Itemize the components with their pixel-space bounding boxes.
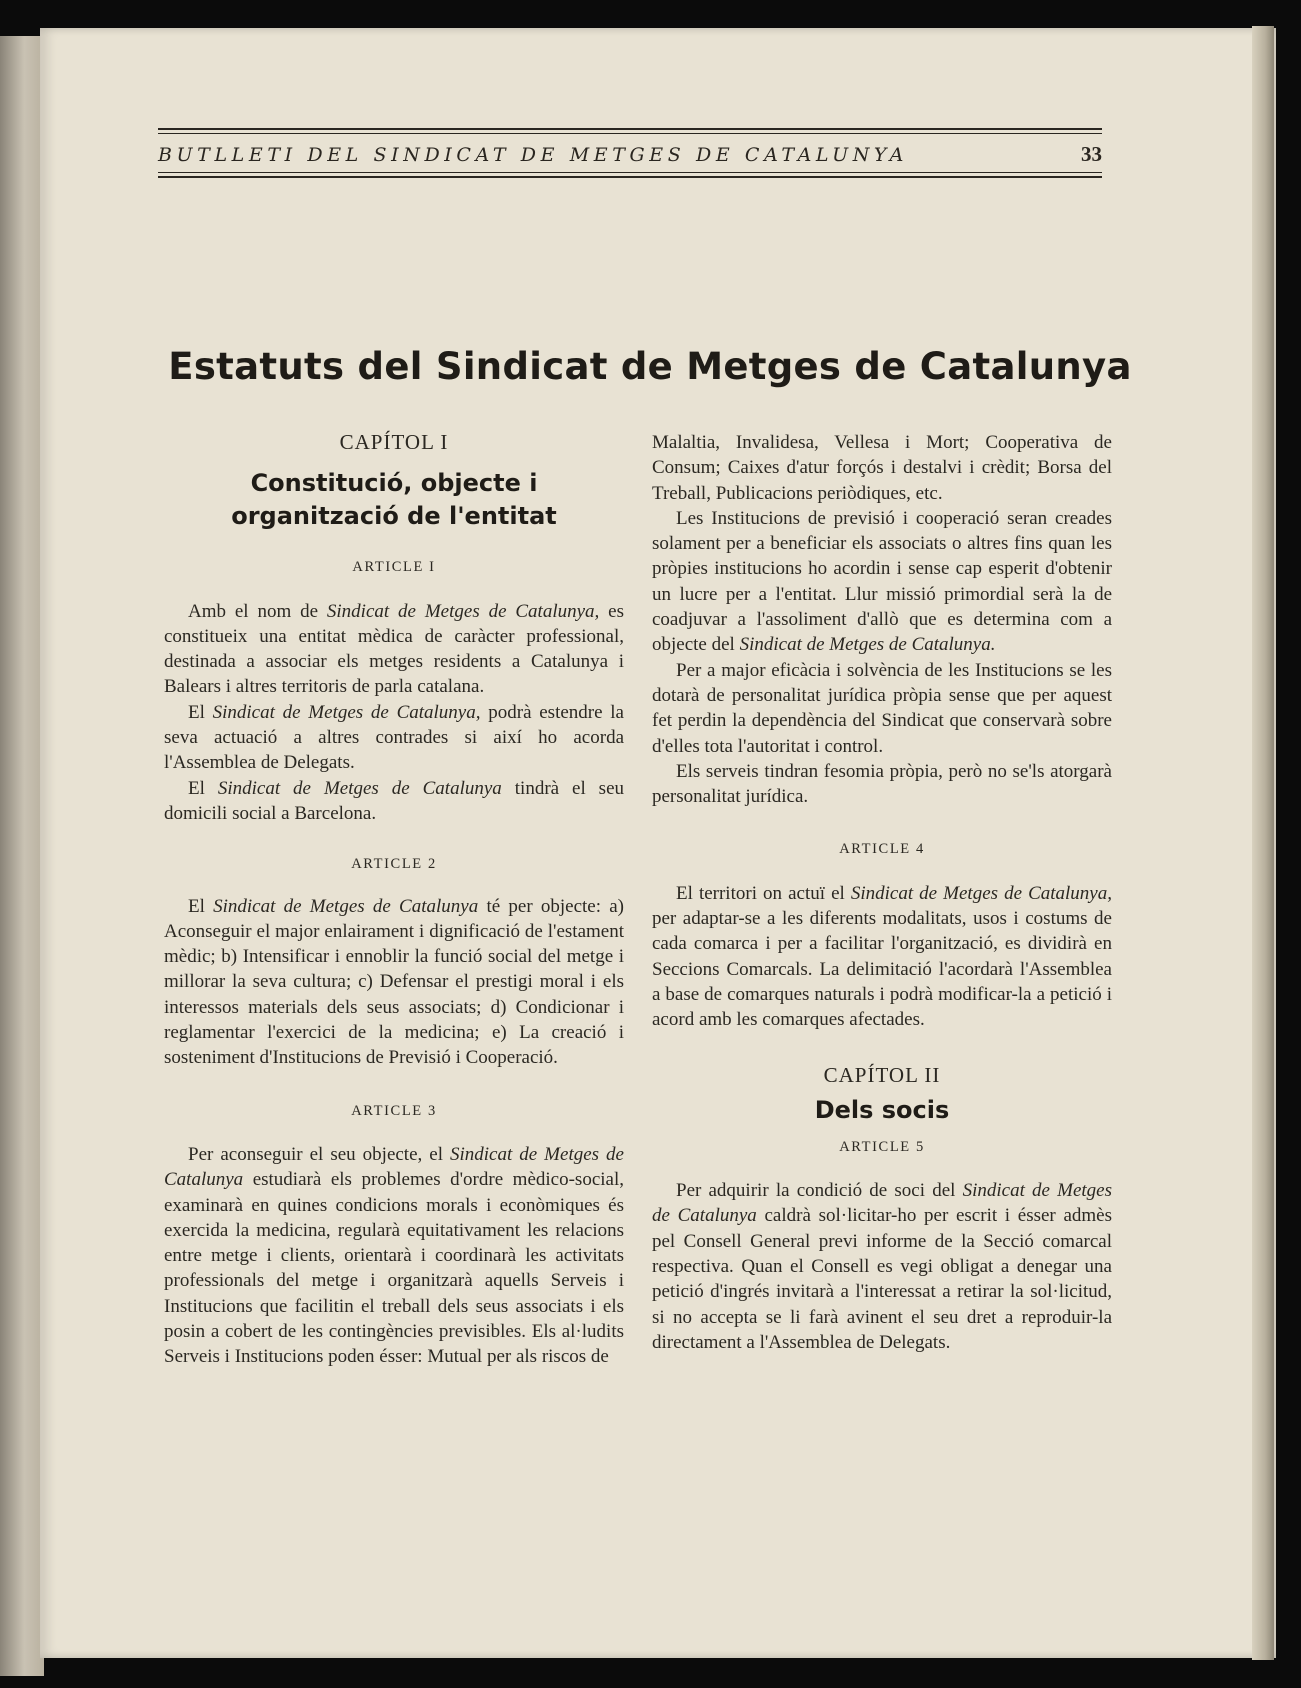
header-rule-bottom: [158, 176, 1102, 178]
text-span: El territori on actuï el: [676, 882, 851, 904]
article-3-paragraph-3: Per a major eficàcia i solvència de les Institucions se les dotarà de personalitat jurídica pròpia sense que per aquest fet perdin la dependència del Sindicat que conservarà sobre d'elles tota l'autoritat i control.: [652, 659, 1112, 757]
article-3-paragraph-1: [164, 1142, 624, 1370]
document-title: Estatuts del Sindicat de Metges de Catalunya: [168, 345, 1132, 388]
text-span: estudiarà els problemes d'ordre mèdico-social, examinarà en quines condicions morals i econòmiques és exercida la medicina, regularà equitativament les relacions entre metge i clients, orientarà i coordinarà les activitats professionals del metge i organitzarà aquells Serveis i Institucions que facilitin el treball dels seus associats i els posin a cobert de les contingències previsibles. Els al·ludits Serveis i Institucions poden ésser: Mutual per als riscos de: [164, 1169, 624, 1368]
article-1-paragraph-3: [164, 776, 624, 827]
article-5-label: ARTICLE 5: [839, 1138, 925, 1155]
text-span: Per adquirir la condició de soci del: [676, 1180, 963, 1202]
article-1-paragraph-1: [164, 599, 624, 700]
header-rule-top-thin: [158, 133, 1102, 134]
entity-name: Sindicat de Metges de Catalunya.: [739, 634, 996, 656]
text-span: es constitueix una entitat mèdica de caràcter professional, destinada a associar els metges residents a Catalunya i Balears i altres territoris de parla catalana.: [164, 600, 624, 698]
entity-name: Sindicat de Metges de Catalunya: [213, 895, 479, 917]
text-span: per adaptar-se a les diferents modalitats, usos i costums de cada comarca i per a facilitar l'organització, es dividirà en Seccions Comarcals. La delimitació l'acordarà l'Assemblea a base de comarques naturals i podrà modificar-la a petició i acord amb les comarques afectades.: [652, 908, 1112, 1031]
text-span: Per aconseguir el seu objecte, el: [188, 1143, 450, 1165]
article-1-paragraph-2: [164, 700, 624, 776]
chapter-2-title: Dels socis: [814, 1095, 950, 1124]
article-2-paragraph-1: [164, 894, 624, 1071]
entity-name: Sindicat de Metges de Catalunya: [217, 777, 502, 799]
article-2-label: ARTICLE 2: [351, 856, 437, 873]
text-span: Les Institucions de previsió i cooperació seran creades solament per a beneficiar els associats o altres fins quan les pròpies institucions ho acordin i sense cap esperit d'obtenir un lucre per a l'entitat. Llur missió primordial serà la de coadjuvar a l'assoliment d'allò que es determina com a objecte del: [652, 507, 1112, 656]
header-title: BUTLLETI DEL SINDICAT DE METGES DE CATALUNYA: [158, 144, 908, 166]
chapter-2-label: CAPÍTOL II: [823, 1062, 941, 1087]
text-span: tindrà el seu domicili social a Barcelona.: [164, 777, 625, 824]
article-3-paragraph-2: [652, 506, 1112, 658]
chapter-1-title: Constitució, objecte i organització de l'entitat: [231, 469, 557, 531]
article-3-paragraph-4: Els serveis tindran fesomia pròpia, però no se'ls atorgarà personalitat jurídica.: [652, 760, 1112, 808]
article-5-paragraph-1: [652, 1178, 1112, 1355]
header-rule-top: [158, 128, 1102, 130]
text-span: caldrà sol·licitar-ho per escrit i ésser admès pel Consell General previ informe de la Secció comarcal respectiva. Quan el Consell es vegi obligat a denegar una petició d'ingrés invitarà a l'interessat a retirar la sol·licitud, si no accepta se li farà avinent el seu dret a reproduir-la directament a l'Assemblea de Delegats.: [652, 1205, 1112, 1353]
text-span: té per objecte: a) Aconseguir el major enlairament i dignificació de l'estament mèdic; b) Intensificar i ennoblir la funció social del metge i millorar la seva cultura; c) Defensar el prestigi moral i els interessos materials dels seus associats; d) Condicionar i reglamentar l'exercici de la medicina; e) La creació i sosteniment d'Institucions de Previsió i Cooperació.: [164, 895, 625, 1069]
text-span: El: [188, 701, 213, 723]
article-4-paragraph-1: [652, 881, 1112, 1033]
text-span: Amb el nom de: [188, 600, 327, 622]
article-4-label: ARTICLE 4: [839, 841, 925, 858]
facing-page-edge: [0, 36, 44, 1676]
chapter-1-label: CAPÍTOL I: [339, 430, 449, 454]
article-3-paragraph-1-continued: Malaltia, Invalidesa, Vellesa i Mort; Cooperativa de Consum; Caixes d'atur forçós i destalvi i crèdit; Borsa del Treball, Publicacions periòdiques, etc.: [652, 432, 1112, 504]
page-number: 33: [1081, 142, 1102, 166]
entity-name: Sindicat de Metges de Catalunya,: [850, 882, 1112, 904]
article-1-label: ARTICLE I: [352, 559, 436, 576]
entity-name: Sindicat de Metges de Catalunya,: [326, 600, 600, 622]
right-column: [652, 430, 1112, 1355]
page-stack-edge: [1252, 26, 1274, 1660]
left-column: [164, 430, 624, 1370]
header-rule-bottom-thin: [158, 172, 1102, 173]
entity-name: Sindicat de Metges de Catalunya: [652, 1180, 1112, 1227]
entity-name: Sindicat de Metges de Catalunya,: [212, 701, 481, 723]
text-span: El: [188, 895, 214, 917]
entity-name: Sindicat de Metges de Catalunya: [164, 1143, 624, 1191]
text-span: podrà estendre la seva actuació a altres contrades si així ho acorda l'Assemblea de Delegats.: [164, 701, 624, 774]
article-3-label: ARTICLE 3: [351, 1102, 437, 1119]
text-span: El: [188, 777, 218, 799]
